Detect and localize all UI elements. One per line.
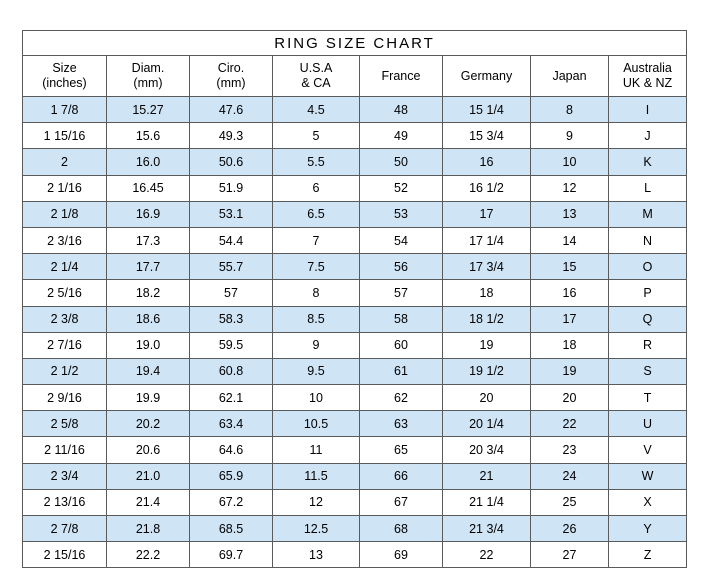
column-header-germany	[443, 56, 531, 97]
cell-usa-ca: 10	[273, 385, 360, 411]
cell-circumference: 55.7	[190, 254, 273, 280]
cell-circumference: 58.3	[190, 306, 273, 332]
cell-circumference: 51.9	[190, 175, 273, 201]
cell-australia-uk-nz: P	[609, 280, 687, 306]
cell-size: 1 7/8	[23, 97, 107, 123]
cell-size: 2 3/4	[23, 463, 107, 489]
cell-japan: 22	[531, 411, 609, 437]
title-row	[23, 31, 687, 56]
cell-germany: 17 3/4	[443, 254, 531, 280]
table-row	[23, 385, 687, 411]
column-header-japan	[531, 56, 609, 97]
cell-circumference: 60.8	[190, 358, 273, 384]
cell-germany: 16 1/2	[443, 175, 531, 201]
cell-diameter: 19.4	[107, 358, 190, 384]
column-header-diameter-line2: (mm)	[133, 76, 163, 90]
cell-diameter: 21.4	[107, 489, 190, 515]
cell-japan: 25	[531, 489, 609, 515]
cell-australia-uk-nz: X	[609, 489, 687, 515]
cell-germany: 21 3/4	[443, 516, 531, 542]
cell-usa-ca: 6	[273, 175, 360, 201]
cell-france: 67	[360, 489, 443, 515]
cell-australia-uk-nz: N	[609, 227, 687, 253]
table-row	[23, 358, 687, 384]
cell-france: 49	[360, 123, 443, 149]
cell-france: 57	[360, 280, 443, 306]
cell-usa-ca: 12.5	[273, 516, 360, 542]
cell-diameter: 19.0	[107, 332, 190, 358]
table-row	[23, 175, 687, 201]
cell-circumference: 67.2	[190, 489, 273, 515]
cell-germany: 20 3/4	[443, 437, 531, 463]
cell-circumference: 57	[190, 280, 273, 306]
cell-japan: 17	[531, 306, 609, 332]
cell-diameter: 18.6	[107, 306, 190, 332]
column-header-germany-line1: Germany	[460, 68, 513, 83]
cell-australia-uk-nz: T	[609, 385, 687, 411]
cell-circumference: 50.6	[190, 149, 273, 175]
cell-size: 2 5/16	[23, 280, 107, 306]
cell-germany: 15 3/4	[443, 123, 531, 149]
cell-germany: 19 1/2	[443, 358, 531, 384]
column-header-australia-line2: UK & NZ	[622, 76, 673, 90]
cell-diameter: 15.6	[107, 123, 190, 149]
table-row	[23, 306, 687, 332]
cell-france: 54	[360, 227, 443, 253]
cell-japan: 14	[531, 227, 609, 253]
cell-diameter: 21.0	[107, 463, 190, 489]
page-title: RING SIZE CHART	[23, 31, 687, 56]
cell-size: 2 1/2	[23, 358, 107, 384]
cell-japan: 27	[531, 542, 609, 568]
cell-diameter: 16.9	[107, 201, 190, 227]
table-row	[23, 97, 687, 123]
header-row	[23, 56, 687, 97]
cell-france: 48	[360, 97, 443, 123]
cell-france: 56	[360, 254, 443, 280]
cell-diameter: 15.27	[107, 97, 190, 123]
table-row	[23, 254, 687, 280]
cell-usa-ca: 8.5	[273, 306, 360, 332]
cell-japan: 12	[531, 175, 609, 201]
cell-australia-uk-nz: K	[609, 149, 687, 175]
cell-diameter: 18.2	[107, 280, 190, 306]
column-header-size-line1: Size	[52, 61, 77, 75]
cell-circumference: 53.1	[190, 201, 273, 227]
cell-usa-ca: 6.5	[273, 201, 360, 227]
cell-diameter: 19.9	[107, 385, 190, 411]
cell-japan: 20	[531, 385, 609, 411]
cell-japan: 9	[531, 123, 609, 149]
cell-circumference: 49.3	[190, 123, 273, 149]
column-header-circumference	[190, 56, 273, 97]
cell-australia-uk-nz: Z	[609, 542, 687, 568]
column-header-usa-ca-line2: & CA	[301, 76, 331, 90]
cell-france: 53	[360, 201, 443, 227]
column-header-diameter-line1: Diam.	[131, 61, 165, 75]
cell-japan: 24	[531, 463, 609, 489]
table-row	[23, 227, 687, 253]
cell-size: 2 7/8	[23, 516, 107, 542]
table-row	[23, 411, 687, 437]
cell-size: 2 1/8	[23, 201, 107, 227]
cell-japan: 15	[531, 254, 609, 280]
cell-germany: 20	[443, 385, 531, 411]
cell-circumference: 47.6	[190, 97, 273, 123]
column-header-australia-line1: Australia	[623, 61, 672, 75]
cell-france: 66	[360, 463, 443, 489]
column-header-australia-uk-nz	[609, 56, 687, 97]
cell-diameter: 20.6	[107, 437, 190, 463]
column-header-size	[23, 56, 107, 97]
ring-size-table	[22, 30, 687, 568]
cell-germany: 21	[443, 463, 531, 489]
cell-germany: 18	[443, 280, 531, 306]
table-row	[23, 123, 687, 149]
cell-diameter: 17.7	[107, 254, 190, 280]
ring-size-chart	[22, 30, 686, 568]
cell-france: 65	[360, 437, 443, 463]
cell-japan: 19	[531, 358, 609, 384]
cell-japan: 26	[531, 516, 609, 542]
cell-usa-ca: 13	[273, 542, 360, 568]
cell-usa-ca: 11	[273, 437, 360, 463]
cell-usa-ca: 7	[273, 227, 360, 253]
cell-size: 2 11/16	[23, 437, 107, 463]
cell-usa-ca: 9	[273, 332, 360, 358]
cell-usa-ca: 8	[273, 280, 360, 306]
column-header-usa-ca-line1: U.S.A	[299, 61, 333, 75]
cell-australia-uk-nz: J	[609, 123, 687, 149]
cell-size: 2 13/16	[23, 489, 107, 515]
cell-australia-uk-nz: Q	[609, 306, 687, 332]
cell-diameter: 16.0	[107, 149, 190, 175]
table-row	[23, 332, 687, 358]
cell-australia-uk-nz: V	[609, 437, 687, 463]
table-row	[23, 489, 687, 515]
column-header-france-line1: France	[381, 68, 421, 83]
column-header-circumference-line2: (mm)	[216, 76, 246, 90]
cell-usa-ca: 10.5	[273, 411, 360, 437]
cell-japan: 16	[531, 280, 609, 306]
column-header-size-line2: (inches)	[42, 76, 87, 90]
cell-germany: 18 1/2	[443, 306, 531, 332]
column-header-france	[360, 56, 443, 97]
cell-france: 68	[360, 516, 443, 542]
cell-size: 2 7/16	[23, 332, 107, 358]
cell-usa-ca: 7.5	[273, 254, 360, 280]
cell-australia-uk-nz: O	[609, 254, 687, 280]
cell-usa-ca: 11.5	[273, 463, 360, 489]
cell-diameter: 16.45	[107, 175, 190, 201]
table-row	[23, 516, 687, 542]
table-row	[23, 280, 687, 306]
cell-size: 2 5/8	[23, 411, 107, 437]
cell-germany: 17 1/4	[443, 227, 531, 253]
cell-germany: 21 1/4	[443, 489, 531, 515]
cell-usa-ca: 12	[273, 489, 360, 515]
cell-australia-uk-nz: U	[609, 411, 687, 437]
table-row	[23, 542, 687, 568]
cell-france: 60	[360, 332, 443, 358]
cell-usa-ca: 4.5	[273, 97, 360, 123]
cell-circumference: 62.1	[190, 385, 273, 411]
cell-size: 2 3/16	[23, 227, 107, 253]
cell-diameter: 22.2	[107, 542, 190, 568]
table-row	[23, 149, 687, 175]
cell-size: 2 1/4	[23, 254, 107, 280]
cell-germany: 17	[443, 201, 531, 227]
cell-australia-uk-nz: R	[609, 332, 687, 358]
cell-usa-ca: 5.5	[273, 149, 360, 175]
table-row	[23, 437, 687, 463]
cell-france: 61	[360, 358, 443, 384]
cell-japan: 18	[531, 332, 609, 358]
cell-france: 69	[360, 542, 443, 568]
cell-australia-uk-nz: I	[609, 97, 687, 123]
cell-size: 1 15/16	[23, 123, 107, 149]
cell-japan: 13	[531, 201, 609, 227]
cell-germany: 19	[443, 332, 531, 358]
cell-circumference: 54.4	[190, 227, 273, 253]
cell-diameter: 21.8	[107, 516, 190, 542]
cell-circumference: 59.5	[190, 332, 273, 358]
table-row	[23, 201, 687, 227]
table-row	[23, 463, 687, 489]
cell-usa-ca: 9.5	[273, 358, 360, 384]
cell-japan: 23	[531, 437, 609, 463]
cell-circumference: 68.5	[190, 516, 273, 542]
cell-diameter: 17.3	[107, 227, 190, 253]
cell-usa-ca: 5	[273, 123, 360, 149]
cell-japan: 8	[531, 97, 609, 123]
column-header-japan-line1: Japan	[552, 68, 587, 83]
cell-size: 2 1/16	[23, 175, 107, 201]
cell-france: 50	[360, 149, 443, 175]
column-header-circumference-line1: Ciro.	[217, 61, 245, 75]
column-header-usa-ca	[273, 56, 360, 97]
cell-france: 52	[360, 175, 443, 201]
cell-circumference: 69.7	[190, 542, 273, 568]
cell-australia-uk-nz: W	[609, 463, 687, 489]
cell-australia-uk-nz: L	[609, 175, 687, 201]
cell-australia-uk-nz: M	[609, 201, 687, 227]
cell-japan: 10	[531, 149, 609, 175]
column-header-diameter	[107, 56, 190, 97]
cell-size: 2 9/16	[23, 385, 107, 411]
cell-germany: 15 1/4	[443, 97, 531, 123]
cell-size: 2 15/16	[23, 542, 107, 568]
cell-germany: 20 1/4	[443, 411, 531, 437]
cell-australia-uk-nz: S	[609, 358, 687, 384]
cell-australia-uk-nz: Y	[609, 516, 687, 542]
cell-size: 2	[23, 149, 107, 175]
cell-circumference: 63.4	[190, 411, 273, 437]
cell-circumference: 65.9	[190, 463, 273, 489]
cell-france: 62	[360, 385, 443, 411]
cell-france: 63	[360, 411, 443, 437]
cell-diameter: 20.2	[107, 411, 190, 437]
cell-circumference: 64.6	[190, 437, 273, 463]
cell-germany: 22	[443, 542, 531, 568]
cell-france: 58	[360, 306, 443, 332]
cell-size: 2 3/8	[23, 306, 107, 332]
cell-germany: 16	[443, 149, 531, 175]
